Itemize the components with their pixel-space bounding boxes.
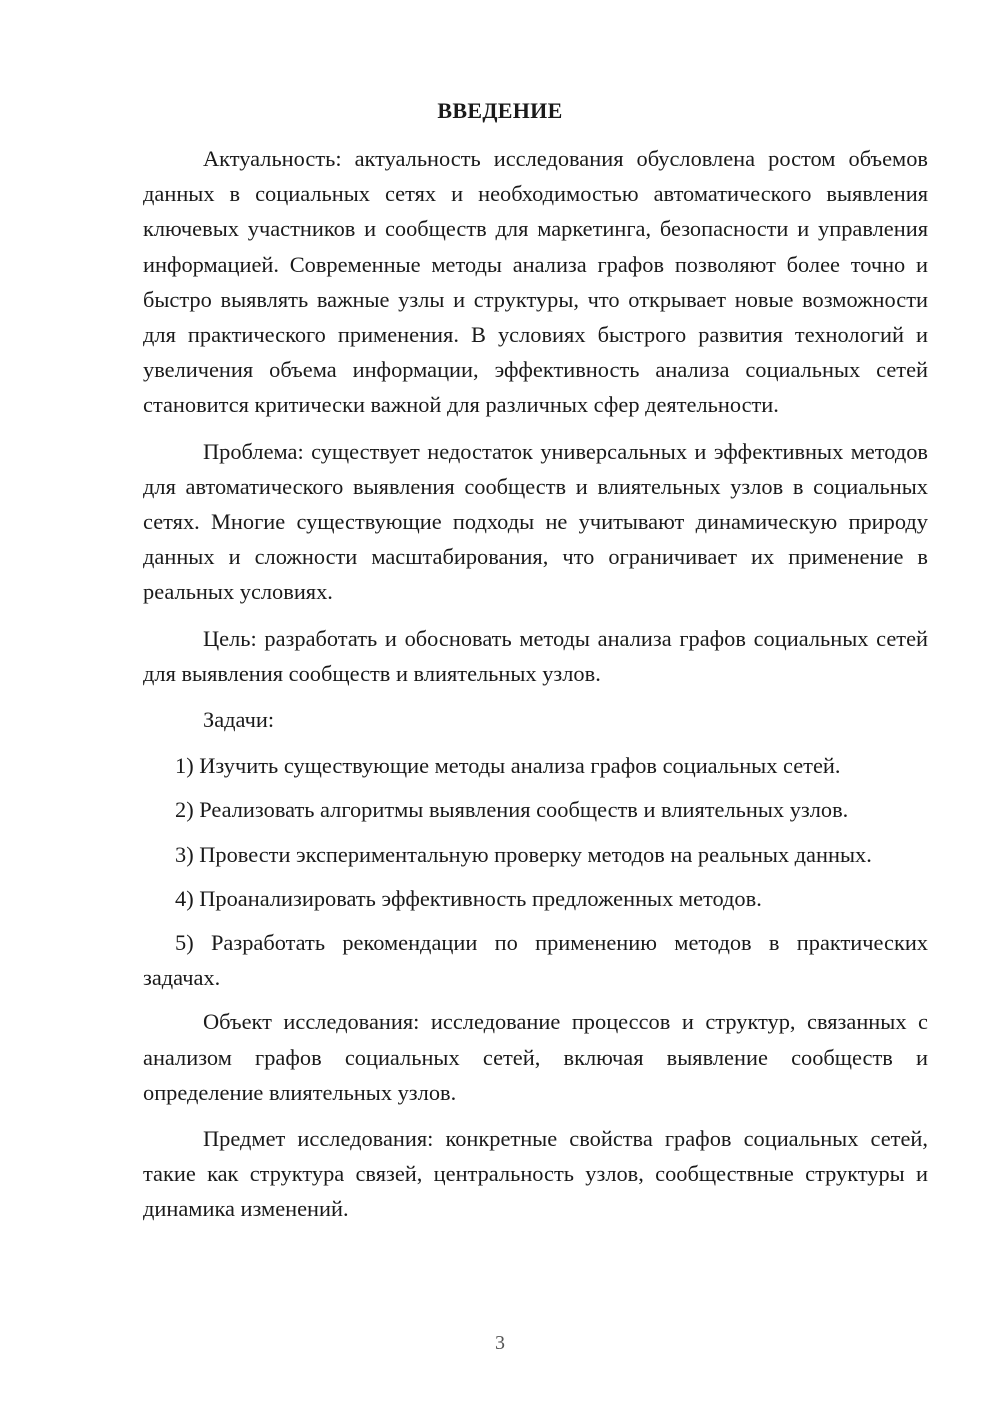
body-text: [143, 141, 928, 1238]
object-paragraph: Объект исследования: исследование процессов и структур, связанных с анализом графов социальных сетей, включая выявление сообществ и определение влиятельных узлов.: [143, 1009, 928, 1105]
task-item-2: 2) Реализовать алгоритмы выявления сообществ и влиятельных узлов.: [175, 797, 849, 823]
task-item-3: 3) Провести экспериментальную проверку методов на реальных данных.: [175, 841, 872, 867]
subject-paragraph: Предмет исследования: конкретные свойства графов социальных сетей, такие как структура связей, центральность узлов, сообществные структуры и динамика изменений.: [143, 1126, 928, 1222]
goal-paragraph: Цель: разработать и обосновать методы анализа графов социальных сетей для выявления сообществ и влиятельных узлов.: [143, 625, 928, 686]
tasks-heading: Задачи:: [203, 707, 275, 733]
problem-paragraph: Проблема: существует недостаток универсальных и эффективных методов для автоматического выявления сообществ и влиятельных узлов в социальных сетях. Многие существующие подходы не учитывают динамическую природу данных и сложности масштабирования, что ограничивает их применение в реальных условиях.: [143, 438, 928, 605]
relevance-paragraph: Актуальность: актуальность исследования обусловлена ростом объемов данных в социальных сетях и необходимостью автоматического выявления ключевых участников и сообществ для маркетинга, безопасности и управления информацией. Современные методы анализа графов позволяют более точно и быстро выявлять важные узлы и структуры, что открывает новые возможности для практического применения. В условиях быстрого развития технологий и увеличения объема информации, эффективность анализа социальных сетей становится критически важной для различных сфер деятельности.: [143, 146, 928, 418]
task-item-1: 1) Изучить существующие методы анализа графов социальных сетей.: [175, 753, 841, 779]
section-title: ВВЕДЕНИЕ: [437, 98, 563, 123]
task-item-5: 5) Разработать рекомендации по применению методов в практических задачах.: [143, 930, 928, 991]
page-number: 3: [495, 1332, 505, 1354]
task-item-4: 4) Проанализировать эффективность предложенных методов.: [175, 885, 762, 911]
